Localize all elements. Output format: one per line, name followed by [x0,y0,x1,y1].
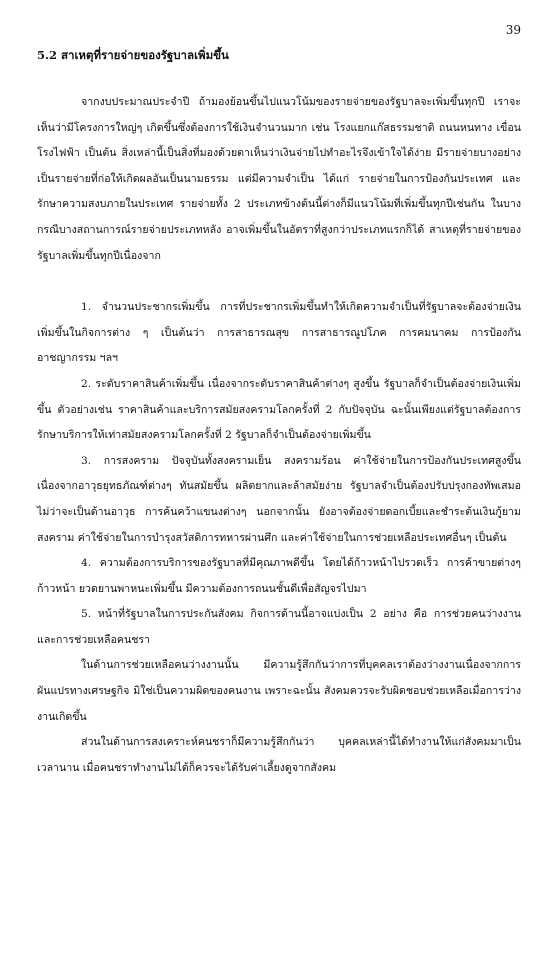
intro-paragraph: จากงบประมาณประจำปี ถ้ามองย้อนขึ้นไปแนวโน้มของรายจ่ายของรัฐบาลจะเพิ่มขึ้นทุกปี เราจะเห็นว่ามีโครงการใหญ่ๆ เกิดขึ้นซึ่งต้องการใช้เงินจำนวนมาก เช่น โรงแยกแก๊สธรรมชาติ ถนนหนทาง เขื่อน โรงไฟฟ้า เป็นต้น สิ่งเหล่านี้เป็นสิ่งที่มองด้วยตาเห็นว่าเงินจ่ายไปทำอะไรจึงเข้าใจได้ง่าย มีรายจ่ายบางอย่างเป็นรายจ่ายที่ก่อให้เกิดผลอันเป็นนามธรรม แต่มีความจำเป็น ได้แก่ รายจ่ายในการป้องกันประเทศ และรักษาความสงบภายในประเทศ รายจ่ายทั้ง 2 ประเภทข้างต้นนี้ต่างก็มีแนวโน้มที่เพิ่มขึ้นทุกปีเช่นกัน ในบางกรณีบางสถานการณ์รายจ่ายประเภทหลัง อาจเพิ่มขึ้นในอัตราที่สูงกว่าประเภทแรกก็ได้ สาเหตุที่รายจ่ายของรัฐบาลเพิ่มขึ้นทุกปีเนื่องจาก [37,96,521,262]
page-number: 39 [505,23,521,37]
list-item-population: 1. จำนวนประชากรเพิ่มขึ้น การที่ประชากรเพิ่มขึ้นทำให้เกิดความจำเป็นที่รัฐบาลจะต้องจ่ายเงินเพิ่มขึ้นในกิจการต่าง ๆ เป็นต้นว่า การสาธารณสุข การสาธารณูปโภค การคมนาคม การป้องกันอาชญากรรม ฯลฯ [37,301,521,365]
list-item-war: 3. การสงคราม ปัจจุบันทั้งสงครามเย็น สงครามร้อน ค่าใช้จ่ายในการป้องกันประเทศสูงขึ้น เนื่องจากอาวุธยุทธภัณฑ์ต่างๆ ทันสมัยขึ้น ผลิตยากและล้าสมัยง่าย รัฐบาลจำเป็นต้องปรับปรุงกองทัพเสมอ ไม่ว่าจะเป็นด้านอาวุธ การค้นคว้าแขนงต่างๆ นอกจากนั้น ยังอาจต้องจ่ายดอกเบี้ยและชำระต้นเงินกู้ยามสงคราม ค่าใช้จ่ายในการบำรุงสวัสดิการทหารผ่านศึก และค่าใช้จ่ายในการช่วยเหลือประเทศอื่นๆ เป็นต้น [37,454,521,544]
list-item-price-level: 2. ระดับราคาสินค้าเพิ่มขึ้น เนื่องจากระดับราคาสินค้าต่างๆ สูงขึ้น รัฐบาลก็จำเป็นต้องจ่ายเงินเพิ่มขึ้น ตัวอย่างเช่น ราคาสินค้าและบริการสมัยสงครามโลกครั้งที่ 2 กับปัจจุบัน ฉะนั้นเพียงแต่รัฐบาลต้องการรักษาบริการให้เท่าสมัยสงครามโลกครั้งที่ 2 รัฐบาลก็จำเป็นต้องจ่ายเพิ่มขึ้น [37,377,521,442]
paragraph-unemployment: ในด้านการช่วยเหลือคนว่างงานนั้น มีความรู้สึกกันว่าการที่บุคคลเราต้องว่างงานเนื่องจากการผันแปรทางเศรษฐกิจ มิใช่เป็นความผิดของคนงาน เพราะฉะนั้น สังคมควรจะรับผิดชอบช่วยเหลือเมื่อการว่างงานเกิดขึ้น [37,659,521,723]
paragraph-elderly: ส่วนในด้านการสงเคราะห์คนชราก็มีความรู้สึกกันว่า บุคคลเหล่านี้ได้ทำงานให้แก่สังคมมาเป็นเวลานาน เมื่อคนชราทำงานไม่ได้ก็ควรจะได้รับค่าเลี้ยงดูจากสังคม [37,736,521,774]
section-title: 5.2 สาเหตุที่รายจ่ายของรัฐบาลเพิ่มขึ้น [37,48,229,62]
list-item-service-quality: 4. ความต้องการบริการของรัฐบาลที่มีคุณภาพดีขึ้น โดยได้ก้าวหน้าไปรวดเร็ว การค้าขายต่างๆ ก้าวหน้า ยวดยานพาหนะเพิ่มขึ้น มีความต้องการถนนชั้นดีเพื่อสัญจรไปมา [37,557,521,595]
list-item-social-security: 5. หน้าที่รัฐบาลในการประกันสังคม กิจการด้านนี้อาจแบ่งเป็น 2 อย่าง คือ การช่วยคนว่างงาน และการช่วยเหลือคนชรา [37,608,521,646]
